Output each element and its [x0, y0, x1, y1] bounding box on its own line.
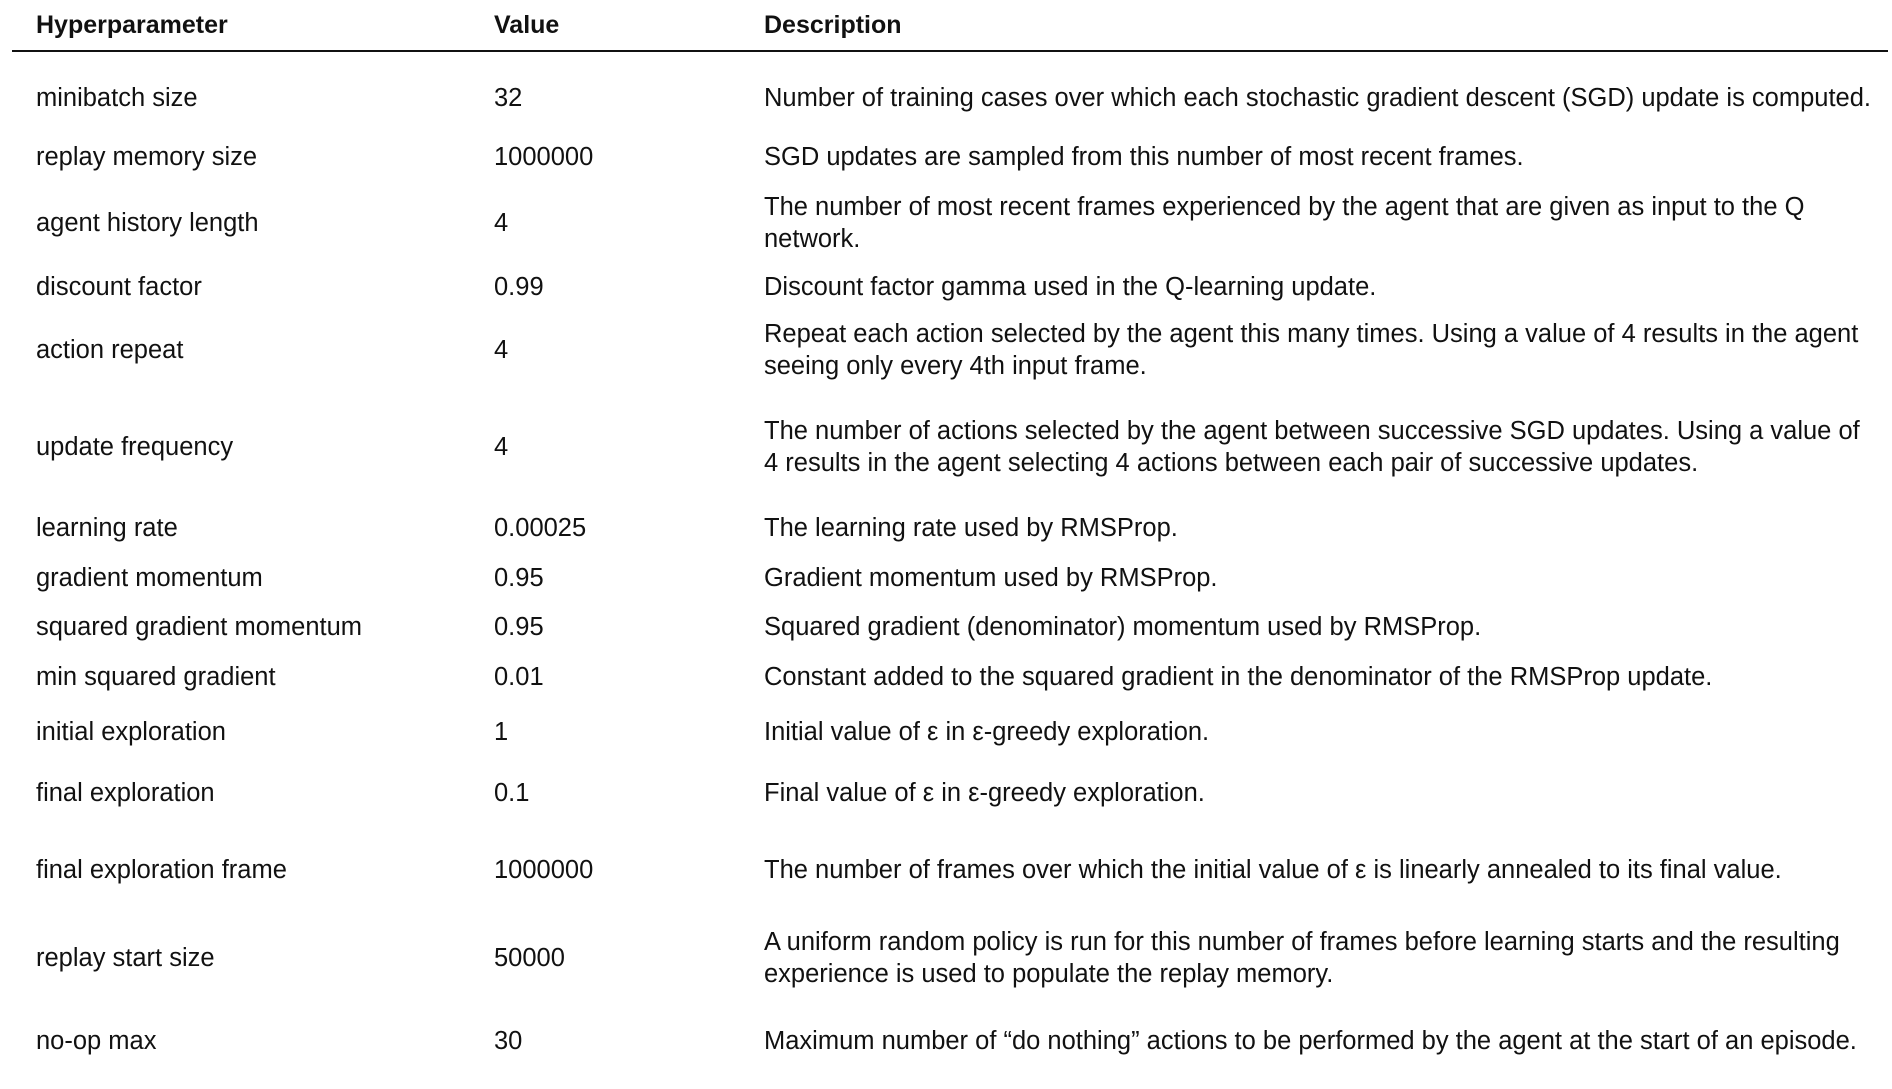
table-row — [12, 1000, 1888, 1082]
param-name: min squared gradient — [36, 663, 276, 691]
param-value: 0.99 — [494, 272, 544, 301]
param-name: learning rate — [36, 514, 178, 542]
param-description: Maximum number of “do nothing” actions to be performed by the agent at the start of an episode. — [764, 1027, 1857, 1055]
param-name: action repeat — [36, 336, 184, 364]
table-row — [12, 503, 1888, 553]
param-description: Final value of ε in ε-greedy exploration. — [764, 779, 1205, 807]
param-description: Discount factor gamma used in the Q-learning update. — [764, 272, 1377, 301]
param-value: 0.00025 — [494, 514, 587, 542]
param-name: final exploration — [36, 779, 215, 807]
param-name: minibatch size — [36, 84, 198, 112]
param-description: The learning rate used by RMSProp. — [764, 514, 1178, 542]
param-value: 50000 — [494, 944, 565, 972]
param-value: 30 — [494, 1027, 523, 1055]
param-name: initial exploration — [36, 718, 226, 746]
table-row — [12, 132, 1888, 182]
table-body — [12, 51, 1888, 1082]
table-row — [12, 391, 1888, 503]
param-value: 32 — [494, 84, 523, 112]
table-row — [12, 916, 1888, 1000]
header-description: Description — [764, 0, 1888, 51]
param-description: A uniform random policy is run for this number of frames before learning starts and the resulting experience is used to populate the replay memory. — [764, 928, 1840, 988]
header-row — [12, 0, 1888, 51]
table-row — [12, 652, 1888, 702]
param-name: replay memory size — [36, 143, 258, 171]
param-description: Initial value of ε in ε-greedy exploration. — [764, 718, 1210, 746]
table-row — [12, 264, 1888, 309]
param-value: 1000000 — [494, 856, 594, 884]
param-value: 0.95 — [494, 563, 544, 592]
param-name: final exploration frame — [36, 856, 287, 884]
hyperparameter-table — [12, 0, 1888, 1082]
param-value: 4 — [494, 433, 509, 461]
param-name: no-op max — [36, 1027, 157, 1055]
param-description: Repeat each action selected by the agent this many times. Using a value of 4 results in the agent seeing only every 4th input frame. — [764, 320, 1859, 380]
header-hyperparameter: Hyperparameter — [12, 0, 482, 51]
table-row — [12, 762, 1888, 824]
table-row — [12, 602, 1888, 652]
param-description: The number of most recent frames experienced by the agent that are given as input to the Q network. — [764, 193, 1805, 253]
param-description: Constant added to the squared gradient in the denominator of the RMSProp update. — [764, 663, 1713, 691]
header-value: Value — [482, 0, 764, 51]
param-description: The number of frames over which the initial value of ε is linearly annealed to its final value. — [764, 856, 1782, 884]
param-description: The number of actions selected by the agent between successive SGD updates. Using a value of 4 results in the agent selecting 4 actions between each pair of successive updates. — [764, 417, 1860, 477]
param-description: SGD updates are sampled from this number of most recent frames. — [764, 143, 1524, 171]
hyperparameter-table-wrapper — [12, 0, 1888, 1082]
param-description: Number of training cases over which each stochastic gradient descent (SGD) update is computed. — [764, 84, 1871, 112]
table-row — [12, 824, 1888, 916]
param-name: gradient momentum — [36, 563, 263, 592]
table-row — [12, 309, 1888, 391]
table-row — [12, 182, 1888, 264]
param-value: 4 — [494, 336, 509, 364]
param-value: 0.1 — [494, 779, 530, 807]
param-name: replay start size — [36, 944, 215, 972]
param-description: Squared gradient (denominator) momentum used by RMSProp. — [764, 613, 1482, 641]
param-name: update frequency — [36, 433, 234, 461]
table-header — [12, 0, 1888, 51]
param-value: 1000000 — [494, 143, 594, 171]
param-name: discount factor — [36, 272, 202, 301]
param-value: 0.01 — [494, 663, 544, 691]
table-row — [12, 51, 1888, 132]
param-description: Gradient momentum used by RMSProp. — [764, 563, 1218, 592]
param-value: 1 — [494, 718, 509, 746]
param-name: agent history length — [36, 209, 259, 237]
param-value: 4 — [494, 209, 509, 237]
table-row — [12, 702, 1888, 762]
table-row — [12, 553, 1888, 602]
param-value: 0.95 — [494, 613, 544, 641]
param-name: squared gradient momentum — [36, 613, 363, 641]
